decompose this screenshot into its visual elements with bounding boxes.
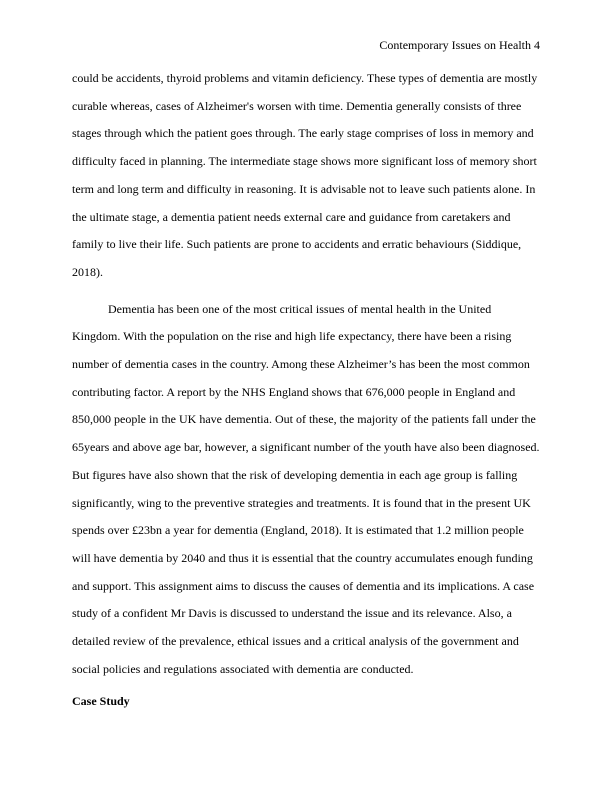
running-head: Contemporary Issues on Health 4 bbox=[379, 38, 540, 52]
body-text bbox=[72, 65, 542, 711]
section-heading-case-study: Case Study bbox=[72, 694, 130, 709]
paragraph-dementia-uk: Dementia has been one of the most critical issues of mental health in the United Kingdom. With the population on the rise and high life expectancy, there have been a rising number of dementia cases in the country. Among these Alzheimer’s has been the most common contributing factor. A report by the NHS England shows that 676,000 people in England and 850,000 people in the UK have dementia. Out of these, the majority of the patients fall under the 65years and above age bar, however, a significant number of the youth have also been diagnosed. But figures have also shown that the risk of developing dementia in each age group is falling significantly, wing to the preventive strategies and treatments. It is found that in the present UK spends over £23bn a year for dementia (England, 2018). It is estimated that 1.2 million people will have dementia by 2040 and thus it is essential that the country accumulates enough funding and support. This assignment aims to discuss the causes of dementia and its implications. A case study of a confident Mr Davis is discussed to understand the issue and its relevance. Also, a detailed review of the prevalence, ethical issues and a critical analysis of the government and social policies and regulations associated with dementia are conducted. bbox=[72, 301, 540, 676]
paragraph-continuation: could be accidents, thyroid problems and vitamin deficiency. These types of dementia are mostly curable whereas, cases of Alzheimer's worsen with time. Dementia generally consists of three stages through which the patient goes through. The early stage comprises of loss in memory and difficulty faced in planning. The intermediate stage shows more significant loss of memory short term and long term and difficulty in reasoning. It is advisable not to leave such patients alone. In the ultimate stage, a dementia patient needs external care and guidance from caretakers and family to live their life. Such patients are prone to accidents and erratic behaviours (Siddique, 2018). bbox=[72, 71, 538, 279]
